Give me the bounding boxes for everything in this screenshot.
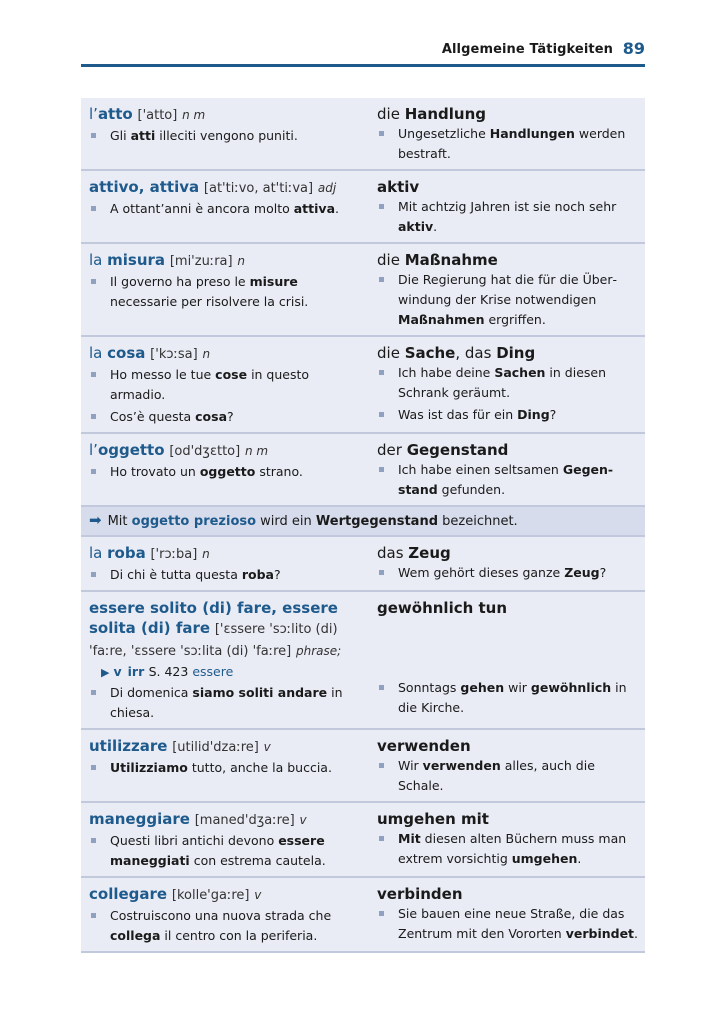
german-column	[369, 809, 645, 871]
text: ?	[549, 407, 557, 422]
text: strano.	[255, 464, 303, 479]
part-of-speech: phrase;	[296, 644, 342, 658]
text: Questi libri antichi devono	[110, 833, 279, 848]
example-text	[389, 904, 639, 944]
example-sentence	[379, 829, 639, 869]
text: Cos’è questa	[110, 409, 196, 424]
bullet-icon	[91, 838, 96, 843]
spacer	[377, 618, 639, 678]
text: Di chi è tutta questa	[110, 567, 242, 582]
example-text	[389, 197, 639, 237]
bullet-icon	[379, 836, 384, 841]
article: la	[89, 344, 108, 362]
bullet-icon	[379, 911, 384, 916]
german-column	[369, 440, 645, 500]
part-of-speech: v	[263, 740, 271, 754]
example-sentence	[379, 124, 639, 164]
example-text	[101, 199, 363, 219]
italian-headword	[89, 809, 363, 831]
italian-headword	[89, 543, 363, 565]
text: werden bestraft.	[398, 126, 626, 161]
bold-term: oggetto	[199, 464, 256, 479]
bullet-icon	[91, 913, 96, 918]
italian-column	[81, 104, 369, 164]
bullet-icon	[91, 765, 96, 770]
german-column	[369, 598, 645, 723]
page-reference: S. 423	[148, 664, 193, 679]
article: l’	[89, 441, 98, 459]
example-sentence	[91, 199, 363, 219]
example-sentence	[91, 683, 363, 723]
bold-term: roba	[241, 567, 274, 582]
italian-column	[81, 809, 369, 871]
text: gefunden.	[437, 482, 506, 497]
example-text	[389, 405, 639, 425]
text: Sie bauen eine neue Straße, die das Zentrum mit den Vororten	[398, 906, 625, 941]
part-of-speech: v	[299, 813, 307, 827]
example-sentence	[379, 563, 639, 583]
example-sentence	[379, 270, 639, 330]
example-text	[101, 407, 363, 427]
bullet-icon	[379, 204, 384, 209]
arrow-right-icon: ➡	[89, 511, 102, 529]
bold-term: misure	[249, 274, 298, 289]
example-sentence	[379, 460, 639, 500]
italian-column	[81, 250, 369, 330]
example-text	[389, 124, 639, 164]
article: la	[89, 544, 108, 562]
bold-term: Handlung	[404, 105, 487, 123]
text: alles, auch die Schale.	[398, 758, 595, 793]
entry-row	[81, 537, 645, 592]
italian-headword	[89, 736, 363, 758]
text: Wem gehört dieses ganze	[398, 565, 565, 580]
example-sentence	[379, 904, 639, 944]
text: .	[577, 851, 582, 866]
german-headword	[377, 343, 639, 363]
bullet-icon	[91, 133, 96, 138]
german-headword	[377, 177, 639, 197]
entry-row	[81, 730, 645, 803]
bold-term: gewöhnlich	[530, 680, 612, 695]
bold-term: Zeug	[564, 565, 600, 580]
text: il centro con la periferia.	[160, 928, 318, 943]
text: wird ein	[256, 514, 316, 529]
bold-term: Handlungen	[489, 126, 575, 141]
article: la	[89, 251, 108, 269]
bullet-icon	[379, 685, 384, 690]
example-sentence	[379, 197, 639, 237]
pronunciation: ['kɔːsa]	[150, 347, 198, 362]
bullet-icon	[91, 572, 96, 577]
bullet-icon	[379, 467, 384, 472]
german-column	[369, 250, 645, 330]
text: Ho messo le tue	[110, 367, 216, 382]
example-text	[389, 756, 639, 796]
bold-term: Sachen	[494, 365, 546, 380]
text: Was ist das für ein	[398, 407, 518, 422]
pronunciation: [at'tiːvo, at'tiːva]	[203, 181, 314, 196]
italian-headword	[89, 104, 363, 126]
text: A ottant’anni è ancora molto	[110, 201, 294, 216]
example-sentence	[379, 756, 639, 796]
part-of-speech: n	[202, 547, 210, 561]
headword: misura	[107, 251, 166, 269]
page-number: 89	[622, 39, 645, 58]
example-sentence	[91, 462, 363, 482]
italian-column	[81, 440, 369, 500]
text: in die Kirche.	[398, 680, 627, 715]
text: der	[377, 441, 407, 459]
bold-term: verbinden	[377, 885, 463, 903]
example-text	[101, 565, 363, 585]
text: das	[377, 544, 409, 562]
german-column	[369, 343, 645, 427]
part-of-speech: v	[254, 888, 262, 902]
italian-headword	[89, 440, 363, 462]
bold-term: verbindet	[565, 926, 635, 941]
bold-term: cosa	[195, 409, 227, 424]
bold-term: Gegenstand	[406, 441, 509, 459]
text: , das	[455, 344, 497, 362]
italian-headword	[89, 598, 363, 662]
example-text	[101, 758, 363, 778]
headword: attivo, attiva	[89, 178, 200, 196]
italian-column	[81, 598, 369, 723]
text: Ich habe deine	[398, 365, 495, 380]
bold-term: gehen	[460, 680, 505, 695]
entry-row	[81, 244, 645, 337]
text: Mit achtzig Jahren ist sie noch sehr	[398, 199, 617, 214]
example-text	[101, 831, 363, 871]
bold-term: Maßnahme	[404, 251, 498, 269]
german-headword	[377, 598, 639, 618]
bullet-icon	[379, 763, 384, 768]
bold-term: Ding	[496, 344, 536, 362]
bold-term: Mit	[398, 831, 421, 846]
headword: maneggiare	[89, 810, 190, 828]
bold-term: umgehen mit	[377, 810, 489, 828]
article: l’	[89, 105, 98, 123]
headword: roba	[107, 544, 146, 562]
example-sentence	[91, 906, 363, 946]
text: necessarie per risolvere la crisi.	[110, 294, 309, 309]
text: Gli	[110, 128, 131, 143]
text: Ich habe einen seltsamen	[398, 462, 563, 477]
text: Ungesetzliche	[398, 126, 490, 141]
pronunciation: ['ɛssere 'sɔːlito (di) 'faːre, 'ɛssere 'sɔːlita (di) 'faːre]	[89, 622, 338, 659]
example-sentence	[91, 831, 363, 871]
italian-headword	[89, 343, 363, 365]
example-text	[389, 678, 639, 718]
example-sentence	[379, 405, 639, 425]
text: illeciti vengono puniti.	[155, 128, 298, 143]
german-column	[369, 543, 645, 585]
pronunciation: [utilid'dzaːre]	[172, 740, 259, 755]
example-text	[389, 829, 639, 869]
text: Die Regierung hat die für die Überwindung der Krise notwendigen	[398, 272, 618, 307]
entry-row	[81, 98, 645, 171]
text: ?	[227, 409, 234, 424]
bold-term: Gegenstand	[398, 462, 614, 497]
german-column	[369, 736, 645, 796]
triangle-right-icon: ▶	[101, 666, 110, 679]
example-sentence	[91, 565, 363, 585]
bold-term: Sache	[404, 344, 456, 362]
bold-term: Maßnahmen	[398, 312, 485, 327]
bullet-icon	[379, 131, 384, 136]
text: diesen alten Büchern muss man extrem vorsichtig	[398, 831, 627, 866]
pronunciation: [kolle'gaːre]	[171, 888, 250, 903]
part-of-speech: adj	[317, 181, 337, 195]
italian-headword	[89, 250, 363, 272]
part-of-speech: n m	[182, 108, 206, 122]
headword: cosa	[107, 344, 146, 362]
example-text	[101, 906, 363, 946]
irregular-label: irr	[127, 664, 149, 679]
bold-term: aktiv	[398, 219, 434, 234]
example-text	[101, 683, 363, 723]
bold-term: Wertgegenstand	[315, 514, 439, 529]
example-sentence	[379, 363, 639, 403]
example-text	[101, 365, 363, 405]
verb-label: v	[113, 664, 122, 679]
pronunciation: ['atto]	[137, 108, 178, 123]
german-headword	[377, 543, 639, 563]
example-sentence	[91, 272, 363, 312]
example-text	[389, 563, 639, 583]
italian-column	[81, 543, 369, 585]
text: Sonntags	[398, 680, 461, 695]
example-text	[101, 272, 363, 312]
entry-row	[81, 434, 645, 507]
bullet-icon	[379, 412, 384, 417]
bullet-icon	[379, 277, 384, 282]
entry-row	[81, 171, 645, 244]
italian-headword	[89, 884, 363, 906]
bold-term: collega	[110, 928, 161, 943]
part-of-speech: n	[237, 254, 245, 268]
text: Mit	[107, 514, 132, 529]
bold-term: aktiv	[377, 178, 420, 196]
bullet-icon	[91, 414, 96, 419]
italian-column	[81, 736, 369, 796]
text: .	[335, 201, 339, 216]
italian-column	[81, 177, 369, 237]
headword: collegare	[89, 885, 168, 903]
headword: oggetto	[97, 441, 165, 459]
example-sentence	[91, 758, 363, 778]
bold-term: gewöhnlich tun	[377, 599, 508, 617]
german-column	[369, 884, 645, 946]
text: Di domenica	[110, 685, 193, 700]
text: die	[377, 344, 405, 362]
german-headword	[377, 440, 639, 460]
text: in diesen Schrank geräumt.	[398, 365, 607, 400]
text: ?	[273, 567, 281, 582]
german-column	[369, 177, 645, 237]
bold-term: Ding	[517, 407, 550, 422]
example-sentence	[379, 678, 639, 718]
example-text	[389, 460, 639, 500]
entry-row	[81, 878, 645, 953]
bold-term: verwenden	[422, 758, 501, 773]
text: die	[377, 105, 405, 123]
text: .	[634, 926, 639, 941]
text: bezeichnet.	[438, 514, 518, 529]
entry-row	[81, 337, 645, 434]
bullet-icon	[379, 570, 384, 575]
example-text	[101, 462, 363, 482]
german-headword	[377, 884, 639, 904]
part-of-speech: n m	[244, 444, 269, 458]
bold-term: Zeug	[408, 544, 451, 562]
text: con estrema cautela.	[189, 853, 326, 868]
headword: atto	[97, 105, 133, 123]
entry-row	[81, 803, 645, 878]
german-column	[369, 104, 645, 164]
text: Ho trovato un	[110, 464, 200, 479]
text: ?	[599, 565, 607, 580]
italian-column	[81, 343, 369, 427]
headword: essere solito (di) fare, essere solita (di) fare	[89, 599, 338, 637]
bold-term: Utilizziamo	[110, 760, 188, 775]
example-sentence	[91, 126, 363, 146]
pronunciation: [maned'dʒaːre]	[194, 813, 295, 828]
example-sentence	[91, 407, 363, 427]
text: tutto, anche la buccia.	[187, 760, 332, 775]
text: in questo armadio.	[110, 367, 310, 402]
highlight-term: oggetto prezioso	[131, 514, 257, 529]
example-text	[101, 126, 363, 146]
bold-term: essere maneggiati	[110, 833, 325, 868]
text: Wir	[398, 758, 423, 773]
page-header	[81, 38, 645, 67]
bold-term: atti	[130, 128, 156, 143]
text: wir	[504, 680, 531, 695]
example-sentence	[91, 365, 363, 405]
part-of-speech: n	[202, 347, 211, 361]
headword: utilizzare	[89, 737, 168, 755]
bullet-icon	[91, 469, 96, 474]
text: .	[433, 219, 438, 234]
german-headword	[377, 250, 639, 270]
bold-term: siamo soliti andare	[192, 685, 328, 700]
bullet-icon	[91, 206, 96, 211]
bold-term: verwenden	[377, 737, 471, 755]
german-headword	[377, 809, 639, 829]
vocabulary-table	[81, 98, 645, 953]
pronunciation: [od'dʒɛtto]	[169, 444, 241, 459]
text: in chiesa.	[110, 685, 343, 720]
example-text	[389, 270, 639, 330]
text: Costruiscono una nuova strada che	[110, 908, 332, 923]
cross-reference[interactable]	[89, 662, 363, 683]
bullet-icon	[91, 279, 96, 284]
bullet-icon	[91, 690, 96, 695]
bold-term: umgehen	[511, 851, 578, 866]
german-headword	[377, 104, 639, 124]
pronunciation: [mi'zuːra]	[169, 254, 233, 269]
usage-note	[81, 507, 645, 537]
bullet-icon	[379, 370, 384, 375]
bold-term: cose	[215, 367, 248, 382]
text: Il governo ha preso le	[110, 274, 250, 289]
reference-link[interactable]: essere	[192, 664, 234, 679]
pronunciation: ['rɔːba]	[150, 547, 198, 562]
german-headword	[377, 736, 639, 756]
entry-row	[81, 592, 645, 730]
text: ergriffen.	[484, 312, 546, 327]
section-title: Allgemeine Tätigkeiten	[441, 42, 613, 57]
italian-column	[81, 884, 369, 946]
text: die	[377, 251, 405, 269]
bullet-icon	[91, 372, 96, 377]
bold-term: attiva	[293, 201, 336, 216]
italian-headword	[89, 177, 363, 199]
example-text	[389, 363, 639, 403]
